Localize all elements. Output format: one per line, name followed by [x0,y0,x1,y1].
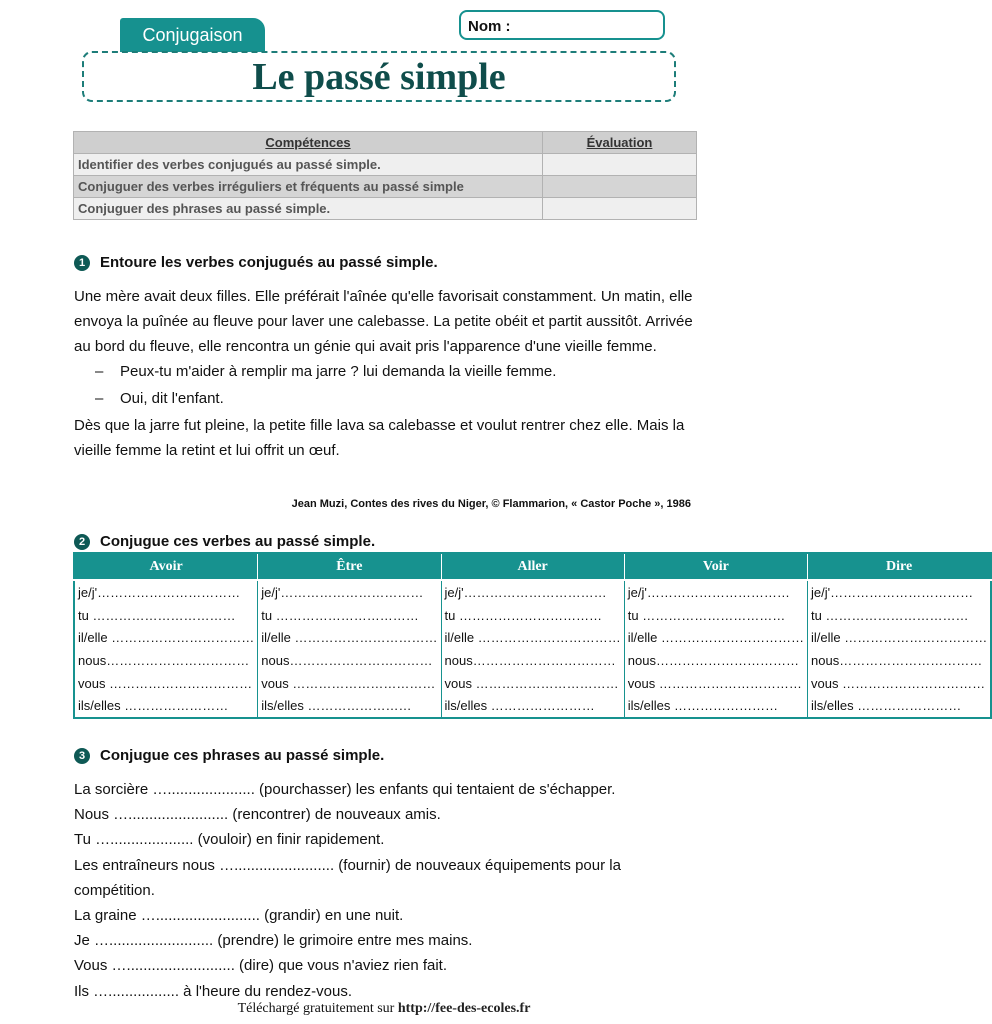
competences-header: Compétences [74,132,543,154]
conjugation-cell[interactable]: nous…………………………… [441,649,624,672]
conjugation-cell[interactable]: vous …………………………… [441,672,624,695]
sentence-line: Les entraîneurs nous …........................ (fournir) de nouveaux équipements pour la compétition. [74,856,621,899]
name-field[interactable]: Nom : [459,10,665,40]
competence-cell: Conjuguer des phrases au passé simple. [74,198,543,220]
conjugation-cell[interactable]: ils/elles …………………… [808,694,992,718]
dialogue-text: Peux-tu m'aider à remplir ma jarre ? lui demanda la vieille femme. [120,363,557,380]
dialogue-text: Oui, dit l'enfant. [120,390,224,407]
exercise-2-title [74,533,375,550]
competence-cell: Conjuguer des verbes irréguliers et fréquents au passé simple [74,176,543,198]
conjugation-cell[interactable]: tu …………………………… [808,604,992,627]
evaluation-cell[interactable] [543,154,697,176]
story-paragraph: Une mère avait deux filles. Elle préférait l'aînée qu'elle favorisait constamment. Un matin, elle envoya la puînée au fleuve pour laver une calebasse. La petite obéit et partit aussitôt. Arrivée au bord du fleuve, elle rencontra un génie qui avait pris l'apparence d'une vieille femme. [74,288,693,355]
sentence-line: Nous …........................ (rencontrer) de nouveaux amis. [74,806,441,824]
conjugation-cell[interactable]: je/j'…………………………… [78,584,241,600]
conjugation-cell[interactable]: il/elle …………………………… [258,626,441,649]
conjugation-cell[interactable]: tu …………………………… [258,604,441,627]
exercise-1-title [74,254,438,271]
dash-mark: – [95,390,104,407]
table-row [74,154,697,176]
conjugation-cell[interactable]: tu …………………………… [624,604,807,627]
competence-cell: Identifier des verbes conjugués au passé simple. [74,154,543,176]
conjugation-cell[interactable]: ils/elles …………………… [441,694,624,718]
table-row [74,604,991,627]
exercise-3-instruction: Conjugue ces phrases au passé simple. [100,747,385,764]
sentence-line: Ils …................. à l'heure du rendez-vous. [74,982,352,1000]
sentence-line: Je …......................... (prendre) le grimoire entre mes mains. [74,932,473,950]
conjugation-cell[interactable]: ils/elles …………………… [78,698,229,714]
conjugation-cell[interactable]: tu …………………………… [78,607,236,623]
table-row [74,626,991,649]
conjugation-cell[interactable]: vous …………………………… [258,672,441,695]
conjugation-cell[interactable]: il/elle …………………………… [441,626,624,649]
conjugation-cell[interactable]: je/j'…………………………… [258,580,441,604]
exercise-number-badge: 3 [74,748,90,764]
conjugation-cell[interactable]: tu …………………………… [441,604,624,627]
verb-header: Aller [441,553,624,580]
conjugation-table [73,552,992,719]
title-box [82,51,676,102]
exercise-number-badge: 2 [74,534,90,550]
table-row [74,580,991,604]
conjugation-cell[interactable]: je/j'…………………………… [808,580,992,604]
footer [0,1001,768,1017]
dialogue-line [74,359,694,384]
conjugation-cell[interactable]: nous…………………………… [78,652,250,668]
table-row [74,649,991,672]
table-row [74,198,697,220]
exercise-1-instruction: Entoure les verbes conjugués au passé simple. [100,254,438,271]
verb-header: Voir [624,553,807,580]
footer-text: Téléchargé gratuitement sur [237,1001,395,1016]
competences-table [73,131,697,220]
conjugation-cell[interactable]: il/elle …………………………… [78,630,255,646]
table-row [74,694,991,718]
sentence-line: Vous ….......................... (dire) que vous n'aviez rien fait. [74,957,448,975]
verb-header: Avoir [74,553,258,580]
exercise-2-instruction: Conjugue ces verbes au passé simple. [100,533,376,550]
sentence-line: La sorcière …..................... (pourchasser) les enfants qui tentaient de s'échapper. [74,781,616,798]
verb-header: Être [258,553,441,580]
footer-link[interactable]: http://fee-des-ecoles.fr [397,1001,531,1016]
category-tag: Conjugaison [120,18,265,52]
conjugation-cell[interactable]: nous…………………………… [258,649,441,672]
evaluation-header: Évaluation [543,132,697,154]
conjugation-cell[interactable]: vous …………………………… [624,672,807,695]
conjugation-cell[interactable]: nous…………………………… [808,649,992,672]
sentence-line: La graine …......................... (grandir) en une nuit. [74,907,404,925]
exercise-3-sentences [74,777,694,1004]
table-row [74,176,697,198]
sentence-line: Tu ….................... (vouloir) en finir rapidement. [74,831,385,849]
conjugation-cell[interactable]: vous …………………………… [808,672,992,695]
conjugation-cell[interactable]: ils/elles …………………… [258,694,441,718]
conjugation-cell[interactable]: vous …………………………… [78,675,253,691]
conjugation-cell[interactable]: il/elle …………………………… [624,626,807,649]
source-citation: Jean Muzi, Contes des rives du Niger, © Flammarion, « Castor Poche », 1986 [291,498,691,510]
conjugation-cell[interactable]: je/j'…………………………… [624,580,807,604]
exercise-number-badge: 1 [74,255,90,271]
story-paragraph: Dès que la jarre fut pleine, la petite fille lava sa calebasse et voulut rentrer chez elle. Mais la vieille femme la retint et lui offrit un œuf. [74,417,685,459]
conjugation-cell[interactable]: nous…………………………… [624,649,807,672]
page-title: Le passé simple [252,56,506,98]
exercise-3-title [74,747,384,764]
exercise-1-text [74,284,694,463]
evaluation-cell[interactable] [543,176,697,198]
dialogue-line [74,386,694,411]
conjugation-cell[interactable]: il/elle …………………………… [808,626,992,649]
dash-mark: – [95,363,104,380]
table-row [74,672,991,695]
verb-header: Dire [808,553,992,580]
conjugation-cell[interactable]: ils/elles …………………… [624,694,807,718]
conjugation-cell[interactable]: je/j'…………………………… [441,580,624,604]
evaluation-cell[interactable] [543,198,697,220]
